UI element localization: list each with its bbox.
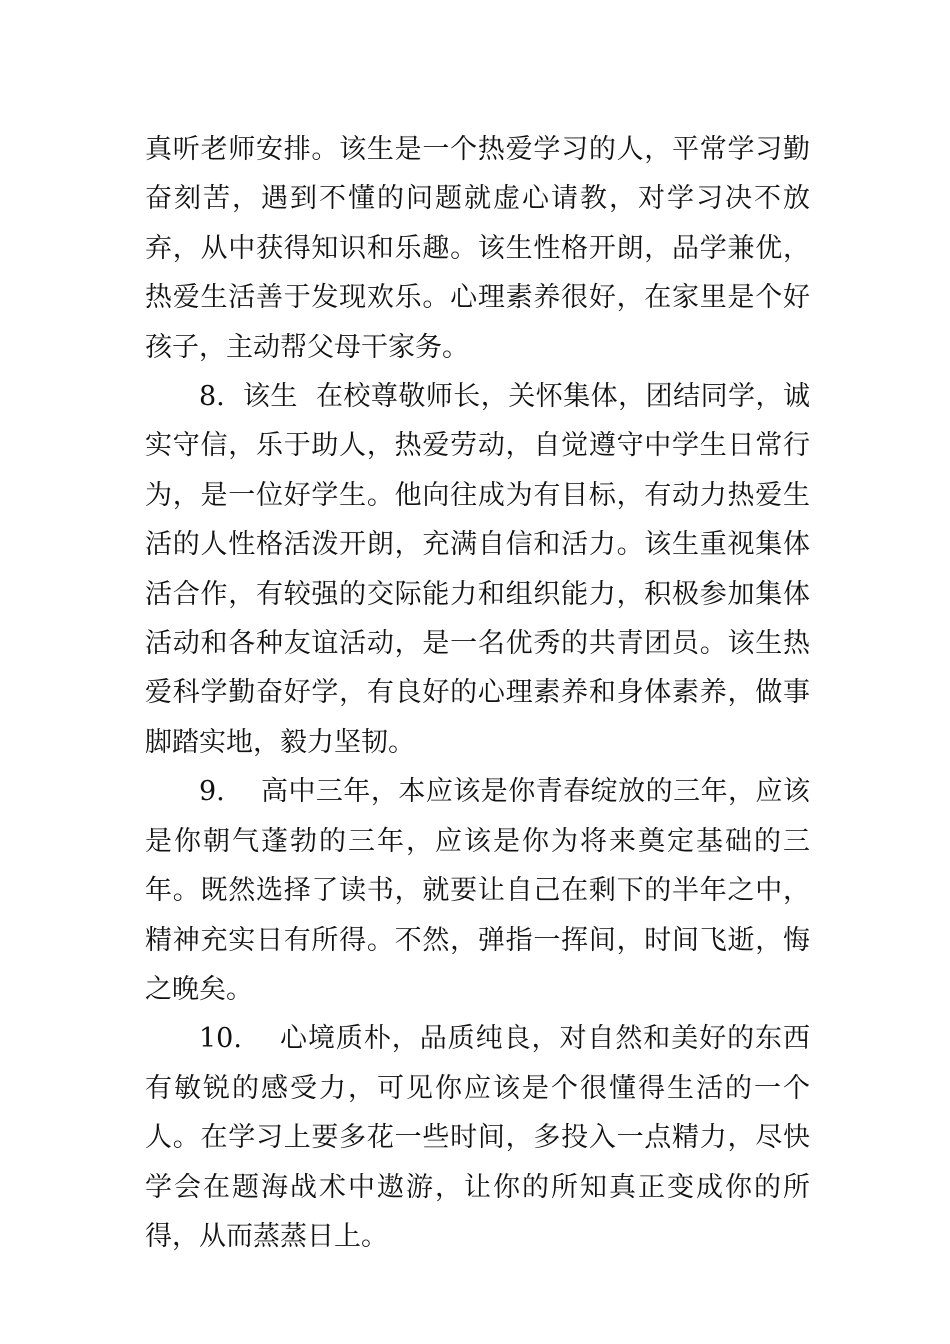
document-body: [145, 125, 810, 1261]
paragraph-item-8: 8. 该生 在校尊敬师长，关怀集体，团结同学，诚实守信，乐于助人，热爱劳动，自觉遵守中学生日常行为，是一位好学生。他向往成为有目标，有动力热爱生活的人性格活泼开朗，充满自信和活力。该生重视集体活合作，有较强的交际能力和组织能力，积极参加集体活动和各种友谊活动，是一名优秀的共青团员。该生热爱科学勤奋好学，有良好的心理素养和身体素养，做事脚踏实地，毅力坚韧。: [145, 381, 810, 758]
paragraph-item-10: 10. 心境质朴，品质纯良，对自然和美好的东西有敏锐的感受力，可见你应该是个很懂得生活的一个人。在学习上要多花一些时间，多投入一点精力，尽快学会在题海战术中遨游，让你的所知真正变成你的所得，从而蒸蒸日上。: [145, 1023, 810, 1252]
paragraph-item-9: 9. 高中三年，本应该是你青春绽放的三年，应该是你朝气蓬勃的三年，应该是你为将来奠定基础的三年。既然选择了读书，就要让自己在剩下的半年之中，精神充实日有所得。不然，弹指一挥间，时间飞逝，悔之晚矣。: [145, 776, 810, 1005]
paragraph-continuation: 真听老师安排。该生是一个热爱学习的人，平常学习勤奋刻苦，遇到不懂的问题就虚心请教，对学习决不放弃，从中获得知识和乐趣。该生性格开朗，品学兼优，热爱生活善于发现欢乐。心理素养很好，在家里是个好孩子，主动帮父母干家务。: [145, 134, 810, 363]
